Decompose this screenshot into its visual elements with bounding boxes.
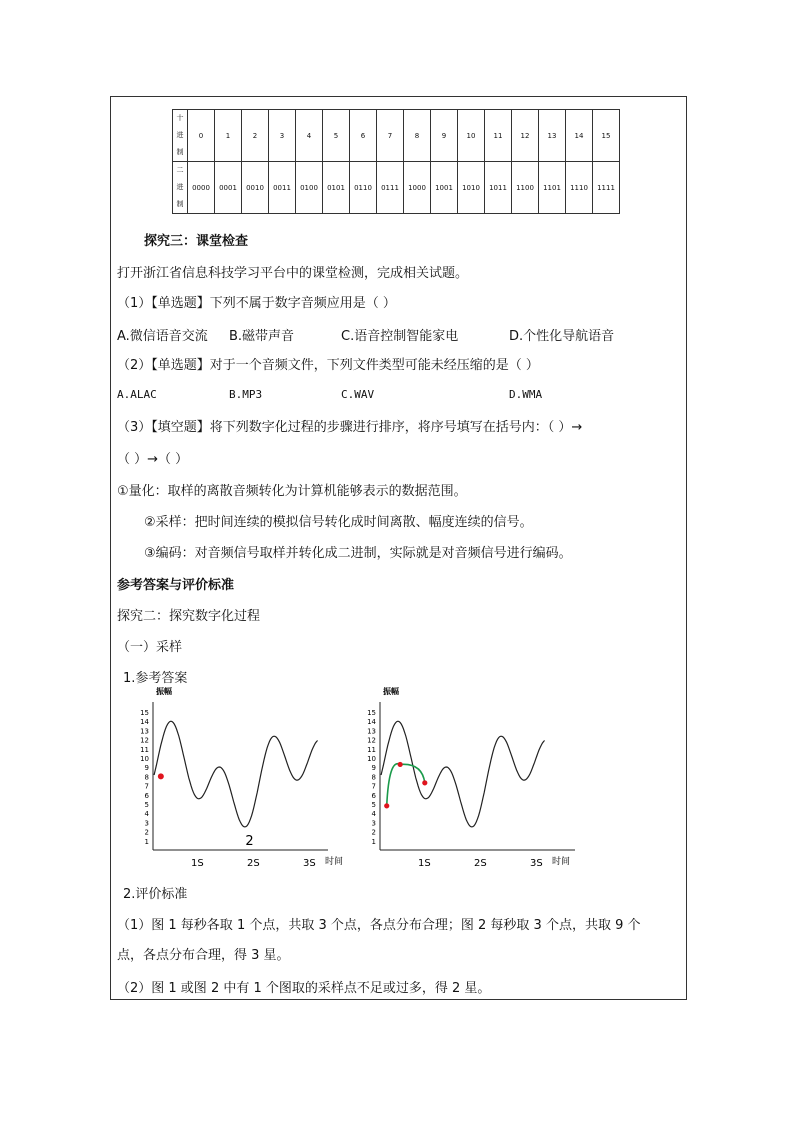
y-tick-label: 10 bbox=[367, 755, 376, 763]
step-quantize: ①量化：取样的离散音频转化为计算机能够表示的数据范围。 bbox=[117, 484, 467, 499]
answer-label: 1.参考答案 bbox=[123, 671, 188, 686]
hex-binary-table bbox=[172, 109, 620, 214]
row-header bbox=[173, 110, 188, 162]
intro-text: 打开浙江省信息科技学习平台中的课堂检测，完成相关试题。 bbox=[117, 266, 469, 281]
y-tick-label: 10 bbox=[140, 755, 149, 763]
q2-stem: （2）【单选题】对于一个音频文件，下列文件类型可能未经压缩的是（ ） bbox=[117, 358, 539, 373]
y-tick-label: 7 bbox=[371, 782, 376, 791]
header-char: 进 bbox=[176, 131, 184, 139]
x-tick-label: 3S bbox=[303, 858, 316, 869]
bin-cell: 0010 bbox=[242, 162, 269, 214]
dec-cell: 13 bbox=[539, 110, 566, 162]
dec-cell: 12 bbox=[512, 110, 539, 162]
y-axis-label: 振幅 bbox=[383, 687, 399, 696]
bin-cell: 1111 bbox=[593, 162, 620, 214]
table-row bbox=[173, 162, 620, 214]
dec-cell: 4 bbox=[296, 110, 323, 162]
y-tick-label: 1 bbox=[371, 837, 376, 846]
x-tick-label: 3S bbox=[530, 858, 543, 869]
q2-option-c: C.WAV bbox=[341, 388, 375, 401]
header-char: 制 bbox=[176, 200, 184, 208]
x-tick-label: 2S bbox=[247, 858, 260, 869]
chart-figure-1 bbox=[125, 687, 344, 870]
sample-point bbox=[422, 780, 427, 785]
eval-1a: （1）图 1 每秒各取 1 个点，共取 3 个点，各点分布合理；图 2 每秒取 3 个点，共取 9 个 bbox=[117, 918, 641, 933]
bin-cell: 0111 bbox=[377, 162, 404, 214]
waveform-line bbox=[381, 721, 544, 827]
x-tick-label: 2S bbox=[474, 858, 487, 869]
x-tick-label: 1S bbox=[191, 858, 204, 869]
y-tick-label: 11 bbox=[140, 745, 149, 754]
q1-option-c: C.语音控制智能家电 bbox=[341, 329, 459, 344]
header-char: 二 bbox=[176, 166, 184, 174]
bin-cell: 0100 bbox=[296, 162, 323, 214]
sample-point bbox=[398, 762, 403, 767]
dec-cell: 2 bbox=[242, 110, 269, 162]
eval-2: （2）图 1 或图 2 中有 1 个图取的采样点不足或过多，得 2 星。 bbox=[117, 981, 491, 996]
y-tick-label: 3 bbox=[371, 819, 376, 828]
dec-cell: 9 bbox=[431, 110, 458, 162]
bin-cell: 0001 bbox=[215, 162, 242, 214]
y-tick-label: 14 bbox=[367, 718, 376, 727]
y-tick-label: 5 bbox=[371, 801, 376, 809]
dec-cell: 3 bbox=[269, 110, 296, 162]
y-tick-label: 1 bbox=[144, 837, 149, 846]
y-tick-label: 13 bbox=[140, 727, 149, 736]
dec-cell: 7 bbox=[377, 110, 404, 162]
y-tick-label: 9 bbox=[371, 764, 376, 773]
bin-cell: 1001 bbox=[431, 162, 458, 214]
bin-cell: 0101 bbox=[323, 162, 350, 214]
y-tick-label: 8 bbox=[371, 773, 376, 782]
dec-cell: 15 bbox=[593, 110, 620, 162]
bin-cell: 0110 bbox=[350, 162, 377, 214]
dec-cell: 14 bbox=[566, 110, 593, 162]
dec-cell: 10 bbox=[458, 110, 485, 162]
y-tick-label: 6 bbox=[371, 791, 376, 800]
bin-cell: 0000 bbox=[188, 162, 215, 214]
y-tick-label: 4 bbox=[371, 810, 376, 819]
q2-option-b: B.MP3 bbox=[229, 388, 263, 401]
chart-figure-2 bbox=[358, 687, 608, 870]
dec-cell: 11 bbox=[485, 110, 512, 162]
bin-cell: 1100 bbox=[512, 162, 539, 214]
bin-cell: 0011 bbox=[269, 162, 296, 214]
bin-cell: 1010 bbox=[458, 162, 485, 214]
y-tick-label: 3 bbox=[144, 819, 149, 828]
y-tick-label: 8 bbox=[144, 773, 149, 782]
x-axis-label: 时间 bbox=[552, 857, 571, 867]
row-header bbox=[173, 162, 188, 214]
y-tick-label: 13 bbox=[367, 727, 376, 736]
sample-point bbox=[158, 773, 164, 779]
y-tick-label: 15 bbox=[367, 709, 376, 717]
y-tick-label: 4 bbox=[144, 810, 149, 819]
x-tick-label: 1S bbox=[418, 858, 431, 869]
figure-marker: 2 bbox=[245, 834, 254, 849]
eval-label: 2.评价标准 bbox=[123, 887, 188, 902]
y-tick-label: 7 bbox=[144, 782, 149, 791]
dec-cell: 1 bbox=[215, 110, 242, 162]
eval-1b: 点，各点分布合理，得 3 星。 bbox=[117, 948, 290, 963]
table-row bbox=[173, 110, 620, 162]
q2-option-d: D.WMA bbox=[509, 388, 543, 401]
q1-stem: （1）【单选题】下列不属于数字音频应用是（ ） bbox=[117, 296, 396, 311]
sub1-title: （一）采样 bbox=[117, 640, 183, 655]
q3-stem-cont: （ ）→（ ） bbox=[117, 452, 189, 467]
q1-option-a: A.微信语音交流 bbox=[117, 329, 208, 344]
dec-cell: 0 bbox=[188, 110, 215, 162]
dec-cell: 8 bbox=[404, 110, 431, 162]
step-sample: ②采样：把时间连续的模拟信号转化成时间离散、幅度连续的信号。 bbox=[144, 515, 533, 530]
step-encode: ③编码：对音频信号取样并转化成二进制，实际就是对音频信号进行编码。 bbox=[144, 546, 572, 561]
bin-cell: 1110 bbox=[566, 162, 593, 214]
y-tick-label: 2 bbox=[144, 828, 149, 837]
bin-cell: 1011 bbox=[485, 162, 512, 214]
y-tick-label: 2 bbox=[371, 828, 376, 837]
y-tick-label: 14 bbox=[140, 718, 149, 727]
y-tick-label: 9 bbox=[144, 764, 149, 773]
dec-cell: 5 bbox=[323, 110, 350, 162]
x-axis-label: 时间 bbox=[325, 857, 344, 867]
q1-option-b: B.磁带声音 bbox=[229, 329, 295, 344]
dec-cell: 6 bbox=[350, 110, 377, 162]
section3-title: 探究三：课堂检查 bbox=[144, 234, 249, 249]
bin-cell: 1000 bbox=[404, 162, 431, 214]
q1-option-d: D.个性化导航语音 bbox=[509, 329, 615, 344]
y-tick-label: 5 bbox=[144, 801, 149, 809]
y-tick-label: 11 bbox=[367, 745, 376, 754]
y-tick-label: 12 bbox=[140, 736, 149, 745]
header-char: 十 bbox=[176, 114, 184, 122]
header-char: 制 bbox=[176, 148, 184, 156]
bin-cell: 1101 bbox=[539, 162, 566, 214]
q3-stem: （3）【填空题】将下列数字化过程的步骤进行排序，将序号填写在括号内：（ ）→ bbox=[117, 420, 583, 435]
q2-option-a: A.ALAC bbox=[117, 388, 157, 401]
ref-title: 参考答案与评价标准 bbox=[117, 578, 235, 593]
y-tick-label: 15 bbox=[140, 709, 149, 717]
y-axis-label: 振幅 bbox=[156, 687, 172, 696]
y-tick-label: 6 bbox=[144, 791, 149, 800]
section2-title: 探究二：探究数字化过程 bbox=[117, 609, 261, 624]
header-char: 进 bbox=[176, 183, 184, 191]
y-tick-label: 12 bbox=[367, 736, 376, 745]
sample-point bbox=[384, 803, 389, 808]
waveform-line bbox=[154, 721, 318, 827]
fit-curve bbox=[387, 764, 425, 806]
